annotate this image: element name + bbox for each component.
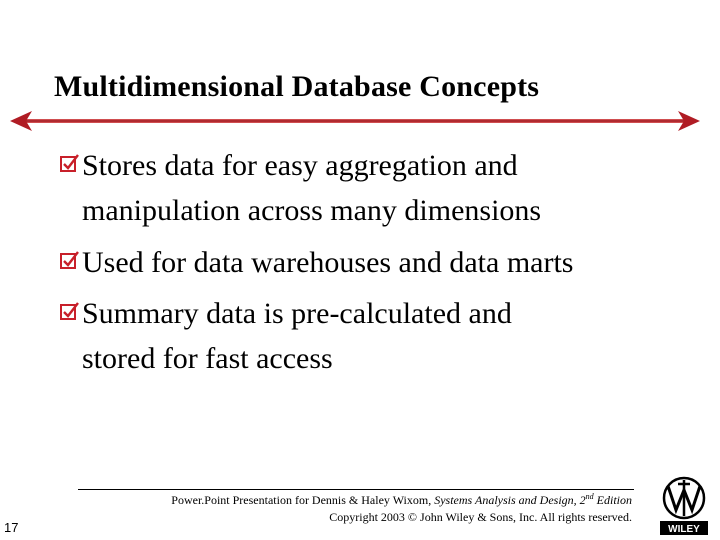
- bullet-text-continued: manipulation across many dimensions: [82, 194, 542, 227]
- footer-book-title: Systems Analysis and Design, 2nd Edition: [434, 492, 632, 507]
- footer-credit: [171, 492, 632, 526]
- bullet-item: [60, 140, 700, 237]
- page-number: 17: [4, 520, 19, 535]
- wiley-logo-text: WILEY: [668, 524, 700, 535]
- checkbox-icon: [60, 153, 80, 173]
- slide-title: Multidimensional Database Concepts: [54, 70, 540, 103]
- bullet-item: [60, 288, 700, 385]
- bullet-item: [60, 237, 700, 288]
- wiley-logo: [656, 474, 712, 536]
- double-arrow-rule: [10, 108, 700, 134]
- footer-line-1: [171, 492, 632, 509]
- footer-prefix: Power.Point Presentation for Dennis & Haley Wixom,: [171, 493, 435, 507]
- bullet-text: Used for data warehouses and data marts: [82, 246, 574, 279]
- footer-copyright: Copyright 2003 © John Wiley & Sons, Inc. All rights reserved.: [329, 510, 632, 524]
- checkbox-icon: [60, 250, 80, 270]
- footer-edition-sup: nd: [585, 492, 594, 501]
- bullet-text: Summary data is pre-calculated and: [82, 297, 512, 330]
- checkbox-icon: [60, 301, 80, 321]
- bullet-text-continued: stored for fast access: [82, 342, 333, 375]
- bullet-text: Stores data for easy aggregation and: [82, 149, 518, 182]
- bullet-list: [60, 140, 700, 385]
- footer-divider: [78, 489, 634, 490]
